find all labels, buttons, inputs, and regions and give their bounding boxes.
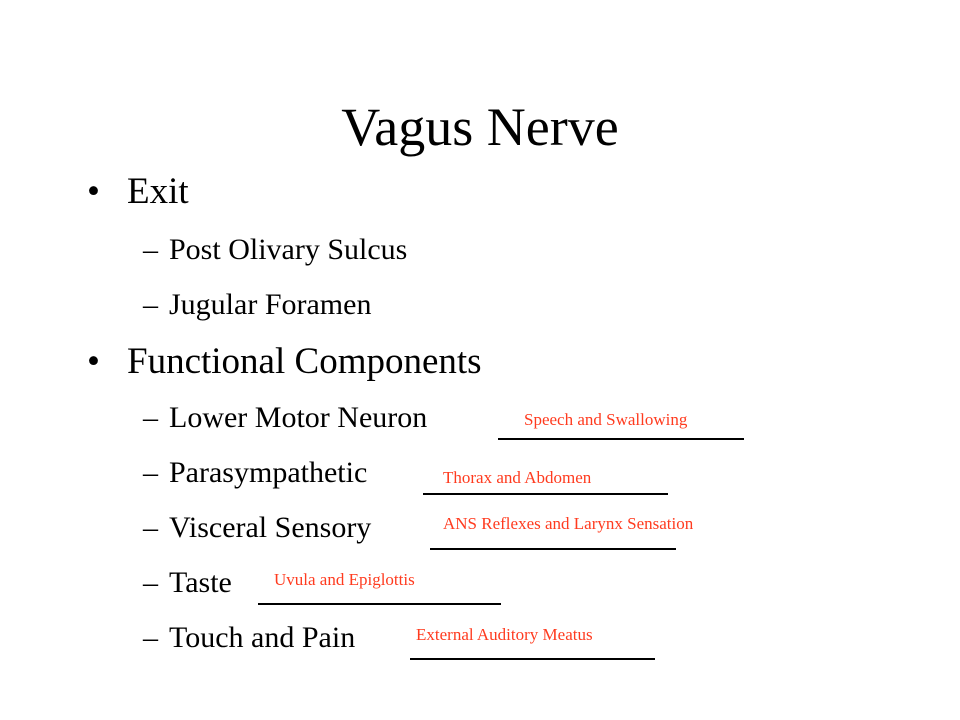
subitem-taste — [143, 565, 232, 601]
subitem-label: Lower Motor Neuron — [169, 401, 428, 434]
bullet-marker: • — [87, 341, 100, 382]
bullet-marker: • — [87, 171, 100, 212]
answer-uvula-and-epiglottis: Uvula and Epiglottis — [274, 570, 415, 589]
answer-thorax-and-abdomen: Thorax and Abdomen — [443, 468, 592, 487]
subitem-post-olivary-sulcus — [143, 232, 407, 268]
dash-marker: – — [143, 511, 158, 544]
subitem-visceral-sensory — [143, 510, 371, 546]
dash-marker: – — [143, 288, 158, 321]
subitem-jugular-foramen — [143, 287, 371, 323]
subitem-label: Post Olivary Sulcus — [169, 233, 408, 266]
dash-marker: – — [143, 401, 158, 434]
dash-marker: – — [143, 233, 158, 266]
bullet-label: Exit — [127, 171, 189, 212]
subitem-lower-motor-neuron — [143, 400, 427, 436]
bullet-exit — [87, 170, 189, 214]
subitem-label: Taste — [169, 566, 232, 599]
slide-title: Vagus Nerve — [341, 97, 619, 157]
subitem-touch-and-pain — [143, 620, 355, 656]
dash-marker: – — [143, 456, 158, 489]
subitem-label: Touch and Pain — [169, 621, 356, 654]
dash-marker: – — [143, 566, 158, 599]
dash-marker: – — [143, 621, 158, 654]
subitem-label: Visceral Sensory — [169, 511, 372, 544]
subitem-label: Parasympathetic — [169, 456, 368, 489]
answer-ans-reflexes-and-larynx-sensation: ANS Reflexes and Larynx Sensation — [443, 514, 694, 533]
answer-speech-and-swallowing: Speech and Swallowing — [524, 410, 688, 429]
answer-external-auditory-meatus: External Auditory Meatus — [416, 625, 593, 644]
subitem-parasympathetic — [143, 455, 367, 491]
bullet-functional-components — [87, 340, 482, 384]
bullet-label: Functional Components — [127, 341, 482, 382]
subitem-label: Jugular Foramen — [169, 288, 372, 321]
